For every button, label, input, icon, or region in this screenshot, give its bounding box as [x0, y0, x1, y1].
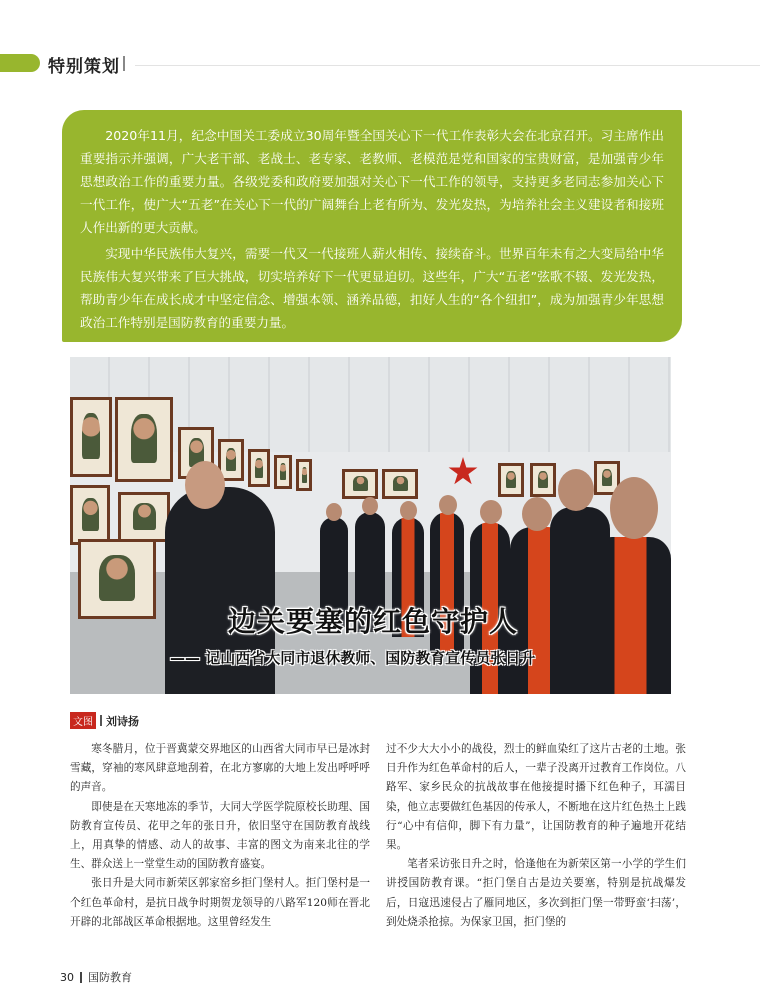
visitor-head: [610, 477, 658, 539]
visitor-head: [362, 497, 378, 515]
article-column-right: [386, 740, 686, 932]
portrait-frame: [70, 485, 110, 545]
article-paragraph: 寒冬腊月，位于晋冀蒙交界地区的山西省大同市早已是冰封雪藏，穿袖的寒风肆意地刮着，在北方寥廓的大地上发出呼呼呼的声音。: [70, 743, 370, 794]
section-title: 特别策划: [48, 57, 120, 77]
article-column-left: [70, 740, 370, 932]
section-divider: [123, 56, 125, 71]
article-paragraph: 即使是在天寒地冻的季节，大同大学医学院原校长助理、国防教育宣传员、花甲之年的张日升，依旧坚守在国防教育战线上，用真挚的情感、动人的故事、丰富的图文为南来北往的学生、群众送上一堂堂生动的国防教育盛宴。: [70, 800, 370, 871]
portrait-frame: [530, 463, 556, 497]
footer-divider: [80, 972, 82, 983]
author-name: 刘诗扬: [106, 714, 139, 728]
visitor-head: [480, 500, 502, 524]
article-subtitle: —— 记山西省大同市退休教师、国防教育宣传员张日升: [170, 649, 536, 667]
intro-paragraph: 实现中华民族伟大复兴，需要一代又一代接班人薪火相传、接续奋斗。世界百年未有之大变局给中华民族伟大复兴带来了巨大挑战，切实培养好下一代更显迫切。这些年，广大“五老”弦歌不辍、发光发热，帮助青少年在成长成才中坚定信念、增强本领、涵养品德，扣好人生的“各个纽扣”，成为加强青少年思想政治工作特别是国防教育的重要力量。: [80, 246, 664, 330]
feature-photo: [70, 357, 671, 694]
article-title: 边关要塞的红色守护人: [228, 605, 519, 638]
byline: [70, 712, 139, 729]
header-rule: [135, 65, 760, 66]
byline-tag: 文图: [70, 712, 96, 729]
portrait-frame: [342, 469, 378, 499]
portrait-frame: [70, 397, 112, 477]
portrait-frame: [78, 539, 156, 619]
page-footer: [60, 969, 132, 985]
visitor-head: [522, 497, 552, 531]
visitor-head: [558, 469, 594, 511]
portrait-frame: [274, 455, 292, 489]
portrait-frame: [382, 469, 418, 499]
visitor-head: [400, 501, 417, 520]
visitor-head: [326, 503, 342, 521]
page-number: 30: [60, 970, 74, 984]
portrait-frame: [115, 397, 173, 482]
portrait-frame: [296, 459, 312, 491]
article-paragraph: 过不少大大小小的战役，烈士的鲜血染红了这片古老的土地。张日升作为红色革命村的后人，一辈子没离开过教育工作岗位。八路军、家乡民众的抗战故事在他接提时播下红色种子，耳濡目染，他立志要做红色基因的传承人，不断地在这片红色热土上践行“心中有信仰，脚下有力量”，让国防教育的种子遍地开花结果。: [386, 743, 686, 852]
intro-paragraph: 2020年11月，纪念中国关工委成立30周年暨全国关心下一代工作表彰大会在北京召开。习主席作出重要指示并强调，广大老干部、老战士、老专家、老教师、老模范是党和国家的宝贵财富，是加强青少年思想政治工作的重要力量。各级党委和政府要加强对关心下一代工作的领导，支持更多老同志参加关心下一代工作，使广大“五老”在关心下一代的广阔舞台上老有所为、发光发热，为培养社会主义建设者和接班人作出新的更大贡献。: [80, 128, 664, 235]
portrait-frame: [498, 463, 524, 497]
article-paragraph: 张日升是大同市新荣区郭家窑乡拒门堡村人。拒门堡村是一个红色革命村，是抗日战争时期贺龙领导的八路军120师在晋北开辟的北部战区革命根据地。这里曾经发生: [70, 877, 370, 928]
section-accent-bar: [0, 54, 40, 72]
article-paragraph: 笔者采访张日升之时，恰逢他在为新荣区第一小学的学生们讲授国防教育课。“拒门堡自古是边关要塞，特别是抗战爆发后，日寇迅速侵占了雁同地区，多次到拒门堡一带野蛮‘扫荡’，到处烧杀抢掠。为保家卫国，拒门堡的: [386, 858, 686, 928]
byline-divider: [100, 715, 102, 726]
portrait-frame: [248, 449, 270, 487]
visitor: [590, 537, 671, 694]
magazine-name: 国防教育: [88, 971, 132, 984]
speaker-head: [185, 461, 225, 509]
visitor-head: [439, 495, 457, 515]
intro-box: [62, 110, 682, 342]
portrait-frame: [118, 492, 170, 542]
